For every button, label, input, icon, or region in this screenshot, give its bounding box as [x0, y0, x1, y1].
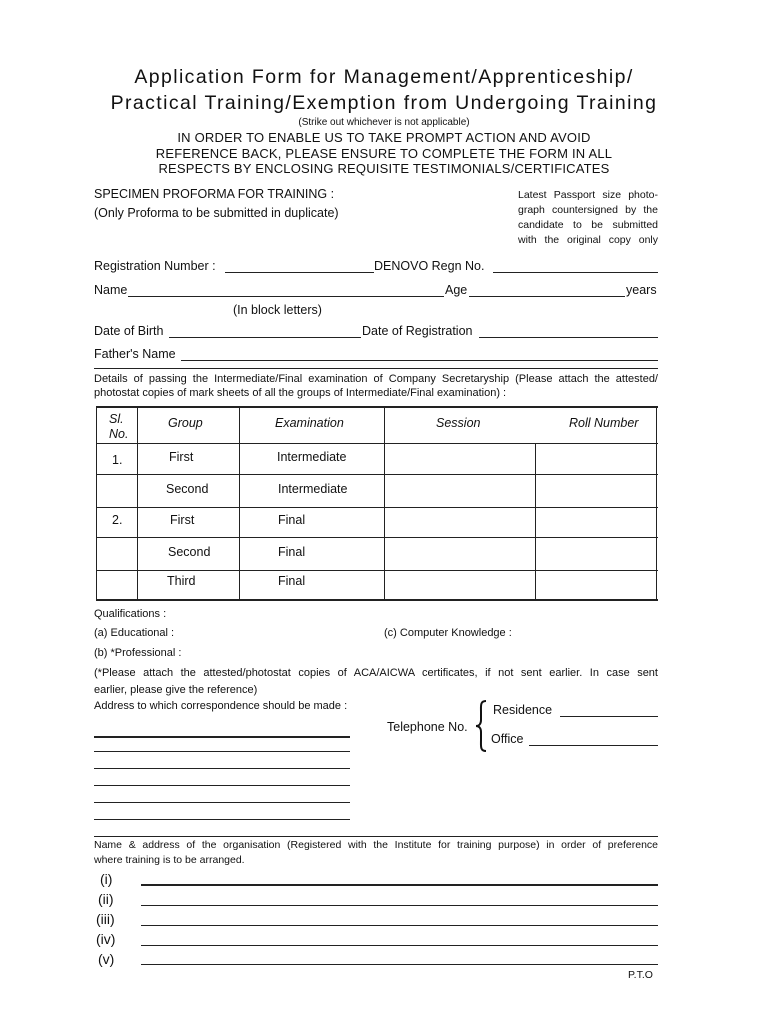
fathers-name-label: Father's Name	[94, 347, 176, 361]
dob-field[interactable]	[169, 337, 361, 338]
table-top-border	[96, 406, 658, 408]
exam-details-text	[94, 372, 658, 400]
row3-group: First	[170, 513, 195, 527]
row5-roll-cell[interactable]	[537, 572, 655, 598]
row4-session-cell[interactable]	[386, 539, 534, 569]
photo-note-line3: candidate to be submitted	[518, 219, 658, 231]
header-roll-number: Roll Number	[569, 416, 639, 430]
block-letters-note: (In block letters)	[233, 303, 322, 317]
row-divider-2	[96, 474, 658, 475]
notice-line1: IN ORDER TO ENABLE US TO TAKE PROMPT ACTION AND AVOID	[177, 130, 591, 145]
row1-group: First	[169, 450, 194, 464]
row-divider-5	[96, 570, 658, 571]
denovo-label: DENOVO Regn No.	[374, 259, 485, 273]
photo-note	[518, 188, 658, 248]
row5-group: Third	[167, 574, 196, 588]
photo-note-line2: graph countersigned by the	[518, 204, 658, 216]
row1-session-cell[interactable]	[386, 445, 534, 473]
organisation-field-1[interactable]	[141, 884, 658, 886]
fathers-name-field[interactable]	[181, 360, 658, 361]
address-line-1[interactable]	[94, 736, 350, 738]
section-divider	[94, 368, 658, 369]
form-title-line1: Application Form for Management/Apprenticeship/	[134, 66, 634, 88]
office-field[interactable]	[529, 745, 658, 746]
specimen-title: SPECIMEN PROFORMA FOR TRAINING :	[94, 187, 335, 201]
organisation-item-v: (v)	[98, 951, 115, 967]
age-field[interactable]	[469, 296, 625, 297]
organisation-field-4[interactable]	[141, 945, 658, 946]
age-label: Age	[445, 283, 468, 297]
organisation-list	[96, 869, 115, 969]
row-divider-1	[96, 443, 658, 444]
office-label: Office	[491, 732, 524, 746]
row-divider-4	[96, 537, 658, 538]
organisation-field-2[interactable]	[141, 905, 658, 906]
computer-knowledge-label: (c) Computer Knowledge :	[384, 627, 512, 639]
denovo-field[interactable]	[493, 272, 658, 273]
row3-roll-cell[interactable]	[537, 509, 655, 536]
pto-label: P.T.O	[628, 969, 653, 981]
organisation-item-iv: (iv)	[96, 931, 116, 947]
address-label: Address to which correspondence should be made :	[94, 700, 348, 712]
row4-roll-cell[interactable]	[537, 539, 655, 569]
professional-note	[94, 665, 658, 699]
header-group: Group	[168, 416, 203, 430]
organisation-item-i: (i)	[100, 871, 113, 887]
row5-exam: Final	[278, 574, 306, 588]
photo-note-line1: Latest Passport size photo-	[518, 189, 658, 201]
address-line-3[interactable]	[94, 768, 350, 769]
date-of-registration-label: Date of Registration	[362, 324, 473, 338]
row5-session-cell[interactable]	[386, 572, 534, 598]
notice-line2: REFERENCE BACK, PLEASE ENSURE TO COMPLETE THE FORM IN ALL	[155, 146, 613, 161]
organisation-line1: Name & address of the organisation (Registered with the Institute for training purpose) in order of preference	[94, 839, 658, 851]
address-line-6[interactable]	[94, 819, 350, 820]
row2-group: Second	[166, 482, 209, 496]
curly-brace-icon	[474, 700, 488, 752]
registration-number-field[interactable]	[225, 272, 374, 273]
professional-note-line2: earlier, please give the reference)	[94, 684, 258, 696]
residence-field[interactable]	[560, 716, 658, 717]
header-examination: Examination	[275, 416, 344, 430]
address-line-4[interactable]	[94, 785, 350, 786]
row-divider-3	[96, 507, 658, 508]
row3-session-cell[interactable]	[386, 509, 534, 536]
strike-note: (Strike out whichever is not applicable)	[298, 117, 470, 128]
organisation-field-5[interactable]	[141, 964, 658, 965]
notice-line3: RESPECTS BY ENCLOSING REQUISITE TESTIMONIALS/CERTIFICATES	[158, 161, 610, 176]
row1-roll-cell[interactable]	[537, 445, 655, 473]
exam-details-line2: photostat copies of mark sheets of all the groups of Intermediate/Final examination) :	[94, 387, 507, 399]
row4-exam: Final	[278, 545, 306, 559]
professional-label: (b) *Professional :	[94, 647, 182, 659]
exam-details-line1: Details of passing the Intermediate/Final examination of Company Secretaryship (Please attach the attested/	[94, 373, 658, 385]
row1-exam: Intermediate	[277, 450, 347, 464]
address-line-5[interactable]	[94, 802, 350, 803]
row3-sl: 2.	[112, 513, 123, 527]
row1-sl: 1.	[112, 453, 123, 467]
header-sl: Sl.	[109, 412, 124, 426]
row4-group: Second	[168, 545, 211, 559]
telephone-label: Telephone No.	[387, 720, 468, 734]
qualifications-title: Qualifications :	[94, 608, 167, 620]
organisation-field-3[interactable]	[141, 925, 658, 926]
header-session: Session	[436, 416, 481, 430]
organisation-divider	[94, 836, 658, 837]
col-divider-1	[137, 406, 138, 601]
table-bottom-border	[96, 599, 658, 601]
date-of-registration-field[interactable]	[479, 337, 658, 338]
col-divider-2	[239, 406, 240, 601]
table-right-border	[656, 406, 657, 601]
years-label: years	[626, 283, 657, 297]
header-no: No.	[109, 427, 129, 441]
header-sl-no	[109, 412, 128, 442]
organisation-text	[94, 838, 658, 868]
row3-exam: Final	[278, 513, 306, 527]
organisation-line2: where training is to be arranged.	[94, 854, 245, 866]
exam-table	[96, 406, 658, 601]
residence-label: Residence	[493, 703, 553, 717]
name-field[interactable]	[128, 296, 444, 297]
registration-number-label: Registration Number :	[94, 259, 216, 273]
row2-exam: Intermediate	[278, 482, 348, 496]
name-label: Name	[94, 283, 128, 297]
row2-roll-cell[interactable]	[537, 476, 655, 506]
address-line-2[interactable]	[94, 751, 350, 752]
photo-note-line4: with the original copy only	[518, 234, 658, 246]
educational-label: (a) Educational :	[94, 627, 175, 639]
organisation-item-iii: (iii)	[96, 911, 115, 927]
col-divider-4	[535, 443, 536, 599]
professional-note-line1: (*Please attach the attested/photostat copies of ACA/AICWA certificates, if not sent earlier. In case sent	[94, 667, 658, 679]
col-divider-3	[384, 406, 385, 601]
row2-session-cell[interactable]	[386, 476, 534, 506]
specimen-note: (Only Proforma to be submitted in duplicate)	[94, 206, 339, 220]
form-title-line2: Practical Training/Exemption from Undergoing Training	[110, 92, 658, 114]
dob-label: Date of Birth	[94, 324, 164, 338]
organisation-item-ii: (ii)	[98, 891, 114, 907]
table-left-border	[96, 406, 97, 601]
